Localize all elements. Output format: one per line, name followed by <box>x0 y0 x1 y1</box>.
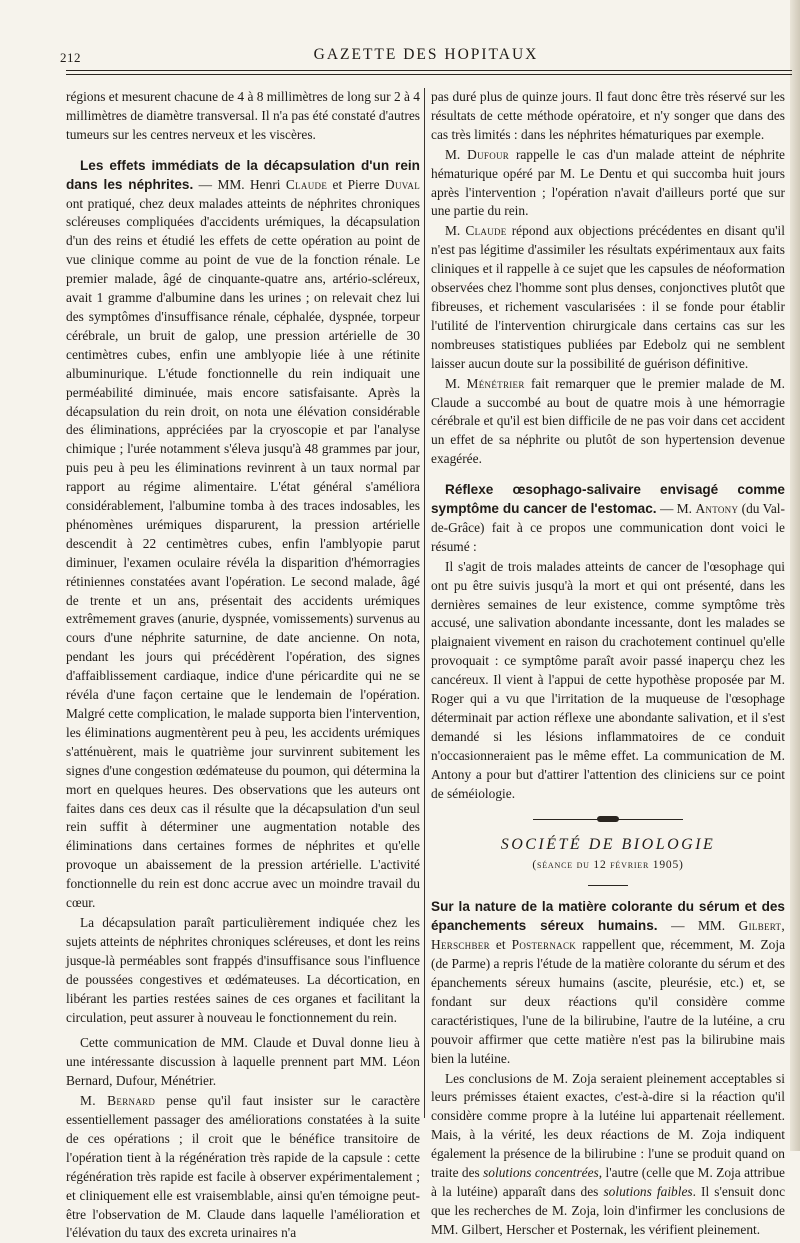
article-heading: Réflexe œsophago-salivaire envisagé comme symptôme du cancer de l'estomac. <box>431 482 785 517</box>
paragraph: M. Claude répond aux objections précédentes en disant qu'il n'est pas légitime d'assimiler les résultats expérimentaux aux faits cliniques et il rappelle à ce sujet que les capsules de néoformation observées chez l'homme sont plus denses, conjonctives plutôt que fibreuses, et richement vascularisées : il se fonde pour établir l'utilité de l'intervention chirurgicale dans certains cas sur les nombreuses statistiques publiées par Edebolz qui ne semblent laisser aucun doute sur la possibilité de guérison définitive. <box>431 223 785 371</box>
paragraph: Cette communication de MM. Claude et Duval donne lieu à une intéressante discussion à laquelle prennent part MM. Léon Bernard, Dufour, Ménétrier. <box>66 1035 420 1089</box>
left-column <box>66 88 420 1243</box>
paragraph: Il s'agit de trois malades atteints de cancer de l'œsophage qui ont pu être suivis jusqu'à la mort et qui ont présenté, dans les dernières semaines de leur existence, comme symptôme très accusé, une salivation abondante incessante, dont les malades se plaignaient vivement en raison du crachotement continuel qu'elle provoquait : ce symptôme paraît avoir passé inaperçu chez les cancéreux. Il vient à l'appui de cette hypothèse proposée par M. Roger qui a vu que l'irritation de la muqueuse de l'œsophage déterminait par action réflexe une abondante salivation, et il s'est demandé si les lésions inflammatoires de ce conduit n'occasionneraient pas le même effet. La communication de M. Antony a pour but d'attirer l'attention des cliniciens sur ce point de séméiologie. <box>431 558 785 801</box>
speaker-name: Dufour <box>467 146 510 162</box>
header-rule <box>66 70 792 75</box>
article-heading: Les effets immédiats de la décapsulation d'un rein dans les néphrites. <box>66 157 420 192</box>
paragraph: M. Bernard pense qu'il faut insister sur le caractère essentiellement passager des améliorations constatées à la suite de ces opérations ; il croit que le bénéfice transitoire de l'opération tient à la régénération très rapide de la capsule : cette régénération très rapide est facile à observer expérimentalement ; et cliniquement elle est vraisemblable, ainsi qu'en témoigne peut-être l'observation de M. Claude dans laquelle l'amélioration et l'élévation du taux des excreta urinaires n'a <box>66 1093 420 1241</box>
emphasis: solutions faibles <box>603 1183 693 1199</box>
article-matiere-colorante: Sur la nature de la matière colorante du sérum et des épanchements séreux humains. — MM. Gilbert, Herschber et Posternack rappellent que, récemment, M. Zoja (de Parme) a repris l'étude de la matière colorante du sérum et des épanchements séreux humains (ascite, pleurésie, etc.) et, se fondant sur deux réactions qu'il considère comme caractéristiques, l'une de la bilirubine, l'autre de la lutéine, a cru pouvoir affirmer que cette matière n'est pas la bilirubine mais bien la lutéine. <box>431 899 786 1066</box>
society-title: SOCIÉTÉ DE BIOLOGIE <box>500 835 716 853</box>
section-ornament <box>533 816 683 822</box>
right-column <box>431 88 785 1240</box>
page-number: 212 <box>60 50 81 65</box>
article-decapsulation: Les effets immédiats de la décapsulation d'un rein dans les néphrites. — MM. Henri Claude et Pierre Duval ont pratiqué, chez deux malades atteints de néphrites chroniques scléreuses compliquées d'accidents urémiques, la décapsulation d'un des reins et étudié les effets de cette opération au point de vue clinique comme au point de vue de la fonction rénale. Le premier malade, âgé de cinquante-quatre ans, artério-scléreux, avait 1 gramme d'albumine dans les urines ; on relevait chez lui des symptômes d'insuffisance rénale, céphalée, dyspnée, torpeur cérébrale, un bruit de galop, une pression artérielle de 30 centimètres cubes, enfin une amblyopie liée à une rétinite albuminurique. L'étude fonctionnelle du rein indiquait une perméabilité diminuée, mais encore satisfaisante. Après la décapsulation du rein droit, on nota une élévation considérable des éliminations, appréciées par la cryoscopie et par l'analyse chimique ; l'urée notamment s'éleva jusqu'à 48 grammes par jour, puis peu à peu les éliminations revinrent à un taux normal par rapport au régime alimentaire. L'état général s'améliora considérablement, l'albumine tomba à des traces indosables, les phénomènes urémiques disparurent, la pression artérielle descendit à 22 centimètres cubes, enfin l'amblyopie parut diminuer, l'examen oculaire révéla la disparition d'hémorragies rétiniennes constatées avant l'opération. Le second malade, âgé de trente et un ans, présentait des accidents urémiques extrêmement graves (anurie, dyspnée, vomissements) survenus au cours d'une néphrite saturnine, de date ancienne. On nota, pendant les jours qui précédèrent l'opération, des signes d'affaiblissement cardiaque, indice d'une péricardite qui ne se révéla d'une façon certaine que le lendemain de l'opération. Malgré cette complication, le malade supporta bien l'intervention, les éliminations augmentèrent peu à peu, les accidents urémiques s'atténuèrent, mais le quatrième jour survinrent subitement les signes d'une congestion œdémateuse du poumon, qui détermina la mort en quelques heures. Des observations que les auteurs ont faites dans ces deux cas il résulte que la décapsulation d'un seul rein suffit à déterminer une augmentation notable des éliminations dans certaines formes de néphrites et qu'elle provoque un abaissement de la pression artérielle. L'activité fonctionnelle du rein est donc accrue avec un moindre travail du cœur. <box>66 157 421 911</box>
paragraph: régions et mesurent chacune de 4 à 8 millimètres de long sur 2 à 4 millimètres de diamètre transversal. Il n'a pas été constaté d'autres tumeurs sur les centres nerveux et les viscères. <box>66 89 421 142</box>
author-name: Duval <box>384 176 420 192</box>
speaker-name: M. Bernard <box>80 1093 156 1109</box>
author-name: Claude <box>285 176 328 192</box>
column-divider <box>424 88 425 1118</box>
speaker-name: Ménétrier <box>466 375 525 391</box>
article-heading: Sur la nature de la matière colorante du sérum et des épanchements séreux humains. <box>431 899 785 934</box>
speaker-name: Claude <box>465 223 507 239</box>
author-name: Antony <box>695 501 739 517</box>
article-reflexe: Réflexe œsophago-salivaire envisagé comme symptôme du cancer de l'estomac. — M. Antony (du Val-de-Grâce) fait à ce propos une communication dont voici le résumé : <box>431 482 785 554</box>
paragraph: M. Dufour rappelle le cas d'un malade atteint de néphrite hématurique opéré par M. Le Dentu et qui succomba huit jours après l'intervention ; l'opération n'avait d'ailleurs porté que sur une partie du rein. <box>431 146 785 219</box>
author-name: Posternack <box>511 937 577 953</box>
paragraph: Les conclusions de M. Zoja seraient pleinement acceptables si leurs prémisses étaient exactes, c'est-à-dire si la réaction qu'il considère comme propre à la lutéine lui appartenait réellement. Mais, à la vérité, les deux réactions de M. Zoja indiquent également la présence de la bilirubine : l'une se produit quand on traite des solutions concentrées, l'autre (celle que M. Zoja attribue à la lutéine) apparaît dans des solutions faibles. Il s'ensuit donc que les recherches de M. Zoja, loin d'infirmer les conclusions de MM. Gilbert, Herscher et Posternak, les vérifient pleinement. <box>431 1070 786 1237</box>
author-name: Gilbert, Herschber <box>431 918 785 953</box>
running-title: GAZETTE DES HOPITAUX <box>313 46 539 63</box>
paragraph: La décapsulation paraît particulièrement indiquée chez les sujets atteints de néphrites chroniques scléreuses, et dont les reins jusque-là perméables sont frappés d'insuffisance sous l'influence de poussées congestives et œdémateuses. La décortication, en libérant les parties restées saines de ces organes et facilitant la circulation, peut assurer à nouveau le fonctionnement du rein. <box>66 914 420 1025</box>
page-edge <box>790 0 800 1151</box>
session-date: (séance du 12 février 1905) <box>532 859 684 872</box>
short-rule <box>588 885 628 886</box>
paragraph: pas duré plus de quinze jours. Il faut donc être très réservé sur les résultats de cette méthode opératoire, et n'y songer que dans des cas très limités : dans les néphrites hématuriques par exemple. <box>431 89 785 142</box>
emphasis: solutions concentrées <box>483 1165 599 1181</box>
paragraph: M. Ménétrier fait remarquer que le premier malade de M. Claude a succombé au bout de quatre mois à une hémorragie cérébrale et qu'il est bien difficile de ne pas voir dans cet accident un effet de sa néphrite ou plutôt de son hypertension devenue exagérée. <box>431 375 785 467</box>
